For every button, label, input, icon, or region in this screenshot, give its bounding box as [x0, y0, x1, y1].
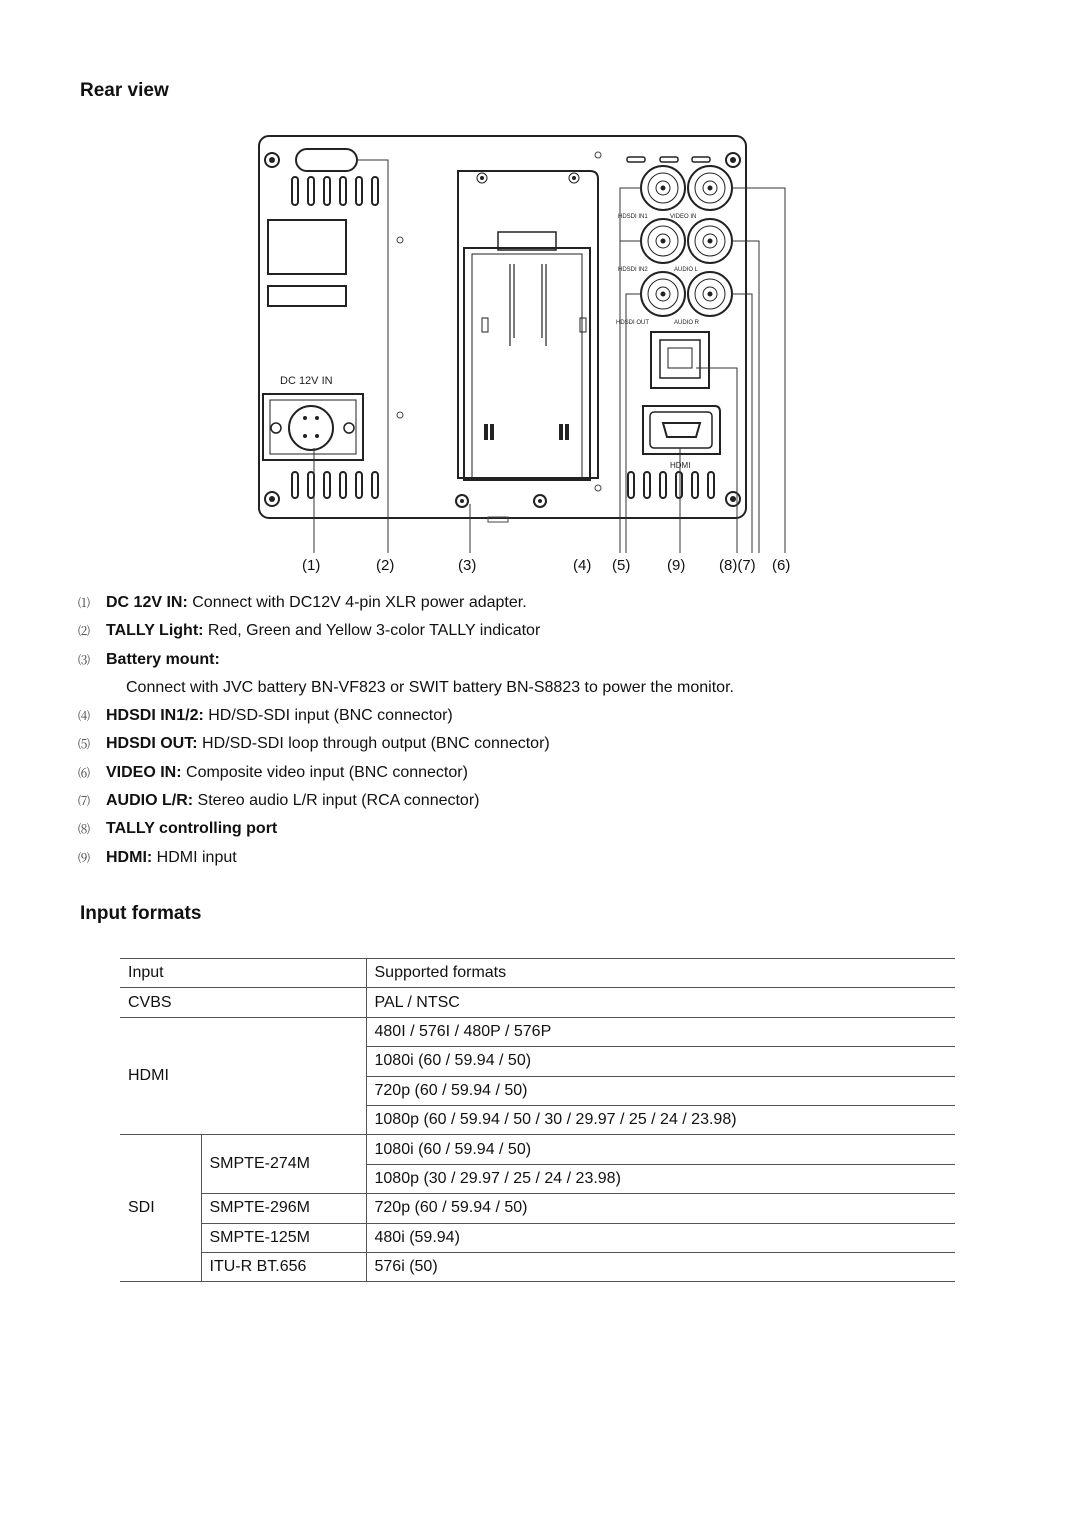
hdmi-format: 1080i (60 / 59.94 / 50) [366, 1047, 955, 1076]
audio-l-label: AUDIO L [674, 267, 699, 273]
bnc-hdsdi-in1 [641, 166, 685, 210]
rca-audio-r [688, 272, 732, 316]
table-row [120, 1194, 955, 1223]
tally-light [296, 149, 357, 171]
sdi-format: 576i (50) [366, 1252, 955, 1281]
vents-bottom-left [292, 472, 378, 498]
sdi-standard: SMPTE-274M [201, 1135, 366, 1194]
callout-2: (2) [376, 557, 395, 574]
callout-1: (1) [302, 557, 321, 574]
table-row [120, 988, 955, 1017]
video-in-label: VIDEO IN [670, 214, 697, 220]
hdmi-port [643, 406, 720, 454]
list-item-continuation: Connect with JVC battery BN-VF823 or SWIT battery BN-S8823 to power the monitor. [126, 678, 734, 696]
list-item: ⑻ TALLY controlling port [78, 820, 278, 838]
callout-5: (5) [612, 557, 631, 574]
sdi-standard: SMPTE-125M [201, 1223, 366, 1252]
callout-8-7: (8)(7) [719, 557, 756, 574]
connector-descriptions [78, 589, 1038, 872]
input-formats-heading: Input formats [80, 903, 202, 924]
hdmi-label: HDMI [670, 461, 691, 470]
hdsdi-in1-label: HDSDI IN1 [618, 214, 648, 220]
sdi-format: 720p (60 / 59.94 / 50) [366, 1194, 955, 1223]
callout-4: (4) [573, 557, 592, 574]
bnc-hdsdi-out [641, 272, 685, 316]
hdmi-format: 720p (60 / 59.94 / 50) [366, 1076, 955, 1105]
hdsdi-in2-label: HDSDI IN2 [618, 267, 648, 273]
callout-9: (9) [667, 557, 686, 574]
header-formats: Supported formats [366, 959, 955, 988]
input-formats-table [120, 958, 955, 1282]
callout-6: (6) [772, 557, 791, 574]
bnc-video-in [688, 166, 732, 210]
bnc-hdsdi-in2 [641, 219, 685, 263]
sdi-format: 1080i (60 / 59.94 / 50) [366, 1135, 955, 1164]
list-item: ⑼ HDMI: HDMI input [78, 848, 237, 866]
sdi-input: SDI [120, 1135, 201, 1282]
hdmi-format: 480I / 576I / 480P / 576P [366, 1017, 955, 1046]
list-item: ⑺ AUDIO L/R: Stereo audio L/R input (RCA connector) [78, 792, 480, 810]
callout-3: (3) [458, 557, 477, 574]
list-item: ⑸ HDSDI OUT: HD/SD-SDI loop through output (BNC connector) [78, 735, 550, 753]
cvbs-input: CVBS [120, 988, 366, 1017]
sdi-standard: ITU-R BT.656 [201, 1252, 366, 1281]
rear-view-diagram [250, 128, 810, 578]
vents-bottom-right [628, 472, 714, 498]
list-item: ⑶ Battery mount: [78, 650, 220, 668]
hdsdi-out-label: HDSDI OUT [616, 320, 649, 326]
hdmi-format: 1080p (60 / 59.94 / 50 / 30 / 29.97 / 25 / 24 / 23.98) [366, 1105, 955, 1134]
battery-mount [458, 171, 598, 478]
sdi-format: 480i (59.94) [366, 1223, 955, 1252]
hdmi-input: HDMI [120, 1017, 366, 1135]
header-input: Input [120, 959, 366, 988]
sdi-standard: SMPTE-296M [201, 1194, 366, 1223]
list-item: ⑴ DC 12V IN: Connect with DC12V 4-pin XLR power adapter. [78, 594, 527, 611]
list-item: ⑵ TALLY Light: Red, Green and Yellow 3-color TALLY indicator [78, 622, 541, 640]
table-row [120, 1017, 955, 1046]
table-row [120, 1223, 955, 1252]
audio-r-label: AUDIO R [674, 320, 700, 326]
table-row [120, 1135, 955, 1164]
label-strip [268, 286, 346, 306]
list-item: ⑹ VIDEO IN: Composite video input (BNC connector) [78, 763, 468, 781]
sdi-format: 1080p (30 / 29.97 / 25 / 24 / 23.98) [366, 1164, 955, 1193]
rca-audio-l [688, 219, 732, 263]
list-item: ⑷ HDSDI IN1/2: HD/SD-SDI input (BNC connector) [78, 707, 453, 725]
dc-in-label: DC 12V IN [280, 375, 333, 387]
xlr-connector [289, 406, 333, 450]
vents-top-left [292, 177, 378, 205]
table-header-row [120, 959, 955, 988]
table-row [120, 1252, 955, 1281]
rear-view-heading: Rear view [80, 80, 169, 101]
label-plate [268, 220, 346, 274]
cvbs-format: PAL / NTSC [366, 988, 955, 1017]
